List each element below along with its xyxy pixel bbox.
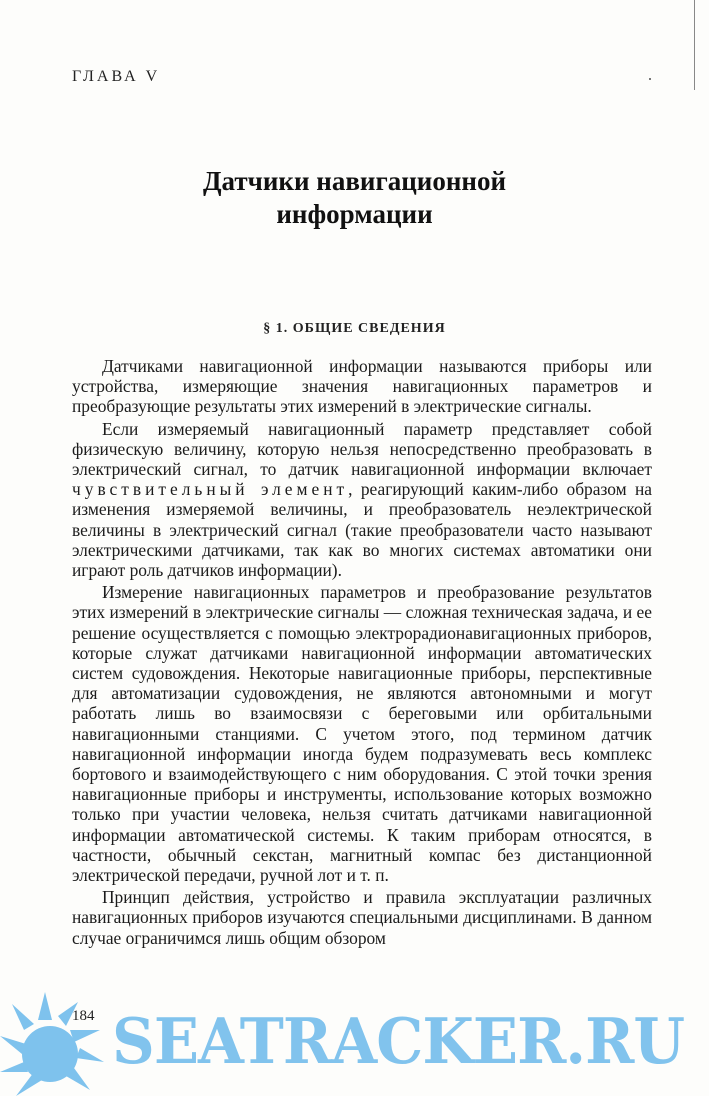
watermark-sun-icon	[0, 990, 110, 1096]
paragraph-3: Измерение навигационных параметров и преобразование результатов этих измерений в электрические сигналы — сложная техническая задача, и ее решение осуществляется с помощью электрорадионавигационных приборов, которые служат датчиками навигационной информации автоматических систем судовождения. Некоторые навигационные приборы, перспективные для автоматизации судовождения, не являются автономными и могут работать лишь во взаимосвязи с береговыми или орбитальными навигационными станциями. С учетом этого, под термином датчик навигационной информации иногда будем подразумевать весь комплекс бортового и взаимодействующего с ним оборудования. С этой точки зрения навигационные приборы и инструменты, использование которых возможно только при участии человека, нельзя считать датчиками навигационной информации автоматической системы. К таким приборам относятся, в частности, обычный секстан, магнитный компас без дистанционной электрической передачи, ручной лот и т. п.	[72, 582, 652, 886]
paragraph-2	[72, 419, 652, 581]
margin-dot	[649, 78, 651, 80]
paragraph-2-start: Если измеряемый навигационный параметр представляет собой физическую величину, которую нельзя непосредственно преобразовать в электрический сигнал, то датчик навигационной информации включает	[72, 418, 652, 480]
paragraph-1: Датчиками навигационной информации называются приборы или устройства, измеряющие значения навигационных параметров и преобразующие результаты этих измерений в электрические сигналы.	[72, 356, 652, 417]
section-heading: § 1. ОБЩИЕ СВЕДЕНИЯ	[263, 321, 446, 336]
paragraph-4: Принцип действия, устройство и правила эксплуатации различных навигационных приборов изучаются специальными дисциплинами. В данном случае ограничимся лишь общим обзором	[72, 887, 652, 948]
chapter-label: ГЛАВА V	[72, 68, 161, 85]
page-number: 184	[72, 1008, 95, 1024]
chapter-title-line-2: информации	[276, 199, 433, 229]
chapter-title	[0, 165, 709, 231]
watermark-text: SEATRACKER.RU	[112, 1004, 685, 1078]
paragraph-2-end: , реагирующий каким-либо образом на изменения измеряемой величины, и преобразователь неэлектрической величины в электрический сигнал (такие преобразователи часто называют электрическими датчиками, так как во многих системах автоматики они играют роль датчиков информации).	[72, 479, 652, 581]
margin-mark	[694, 0, 695, 90]
body-text	[72, 356, 652, 950]
paragraph-2-emphasis: чувствительный элемент	[72, 479, 349, 500]
chapter-title-line-1: Датчики навигационной	[202, 166, 507, 196]
